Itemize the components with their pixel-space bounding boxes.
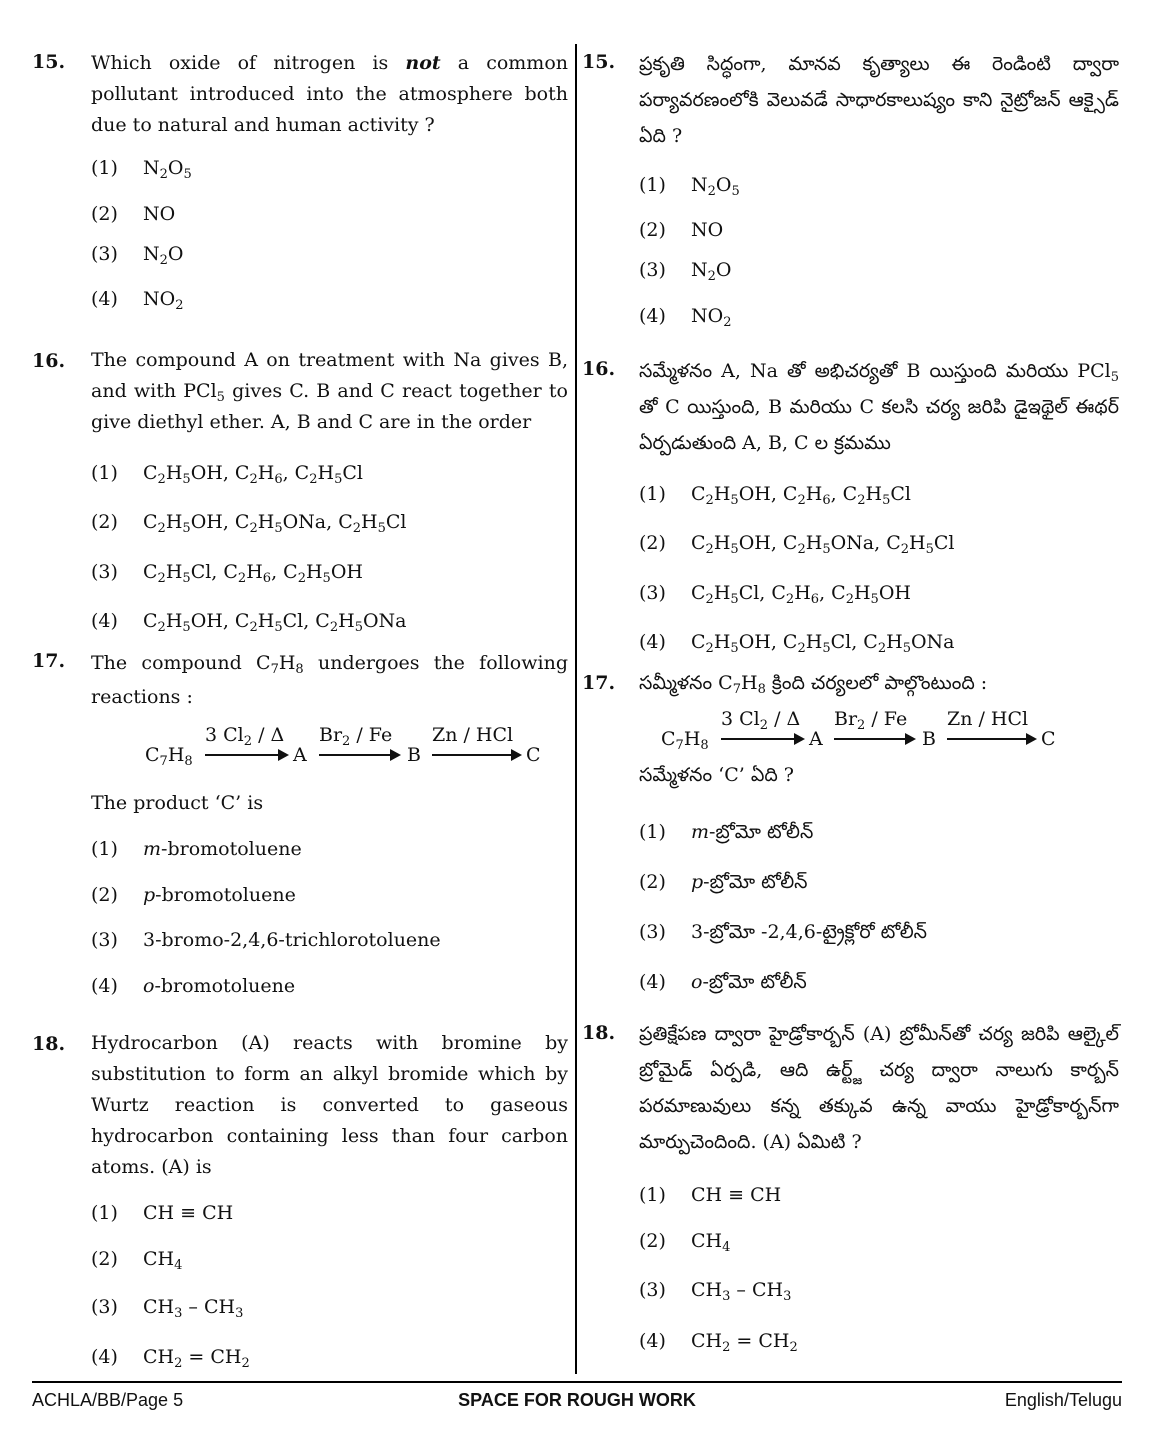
question-text: సమ్మీళనం $C_7H_8$ క్రింది చర్యలలో పాల్గొంటుంది : bbox=[639, 672, 988, 697]
question-text: The compound A on treatment with Na gives B, and with PCl$_5$ gives C. B and C react together to give diethyl ether. A, B and C are in the order bbox=[91, 349, 568, 433]
option-2: (2) $C_2H_5OH$, $C_2H_5ONa$, $C_2H_5Cl$ bbox=[91, 511, 407, 536]
option-4: (4) $CH_2 = CH_2$ bbox=[639, 1330, 798, 1355]
option-4: (4) $C_2H_5OH$, $C_2H_5Cl$, $C_2H_5ONa$ bbox=[91, 610, 407, 635]
footer-rule bbox=[32, 1381, 1122, 1383]
option-2: (2) NO bbox=[639, 219, 724, 241]
option-1: (1) m-బ్రోమో టోలీన్ bbox=[639, 821, 814, 843]
question-number: 17. bbox=[582, 672, 616, 694]
option-3: (3) 3-bromo-2,4,6-trichlorotoluene bbox=[91, 929, 441, 951]
option-2: (2) $CH_4$ bbox=[639, 1230, 731, 1255]
question-text: ప్రకృతి సిద్ధంగా, మానవ కృత్యాలు ఈ రెండింటి ద్వారా పర్యావరణంలోకి వెలువడే సాధారకాలుష్యం కాని నైట్రోజన్ ఆక్సైడ్ ఏది ? bbox=[639, 53, 1119, 147]
option-3: (3) $N_2O$ bbox=[91, 243, 184, 268]
reagent-2: $Br_2$ / Fe bbox=[319, 724, 393, 749]
option-1: (1) $C_2H_5OH$, $C_2H_6$, $C_2H_5Cl$ bbox=[91, 462, 363, 487]
question-text: సమ్మేళనం A, Na తో అభిచర్యతో B యిస్తుంది మరియు PCl$_5$ తో C యిస్తుంది, B మరియు C కలసి చర్య జరిపి డైఇథైల్ ఈథర్ ఏర్పడుతుంది A, B, C ల క్రమము bbox=[639, 360, 1119, 454]
option-2: (2) p-bromotoluene bbox=[91, 884, 296, 906]
option-1: (1) $N_2O_5$ bbox=[639, 174, 740, 199]
product-prompt: The product ‘C’ is bbox=[91, 792, 264, 814]
option-4: (4) o-బ్రోమో టోలీన్ bbox=[639, 971, 807, 993]
column-divider bbox=[575, 44, 577, 1374]
arrow bbox=[834, 738, 914, 740]
option-4: (4) $C_2H_5OH$, $C_2H_5Cl$, $C_2H_5ONa$ bbox=[639, 631, 955, 656]
question-number: 16. bbox=[32, 350, 66, 372]
arrow bbox=[432, 754, 520, 756]
option-4: (4) o-bromotoluene bbox=[91, 975, 296, 997]
option-4: (4) $CH_2 = CH_2$ bbox=[91, 1346, 250, 1371]
option-1: (1) CH ≡ CH bbox=[639, 1184, 782, 1206]
option-3: (3) 3-బ్రోమో -2,4,6-ట్రైక్లోరో టోలీన్ bbox=[639, 921, 927, 943]
option-1: (1) CH ≡ CH bbox=[91, 1202, 234, 1224]
option-3: (3) $N_2O$ bbox=[639, 259, 732, 284]
rough-work-label: SPACE FOR ROUGH WORK bbox=[458, 1390, 696, 1410]
page-footer bbox=[32, 1390, 1122, 1416]
option-2: (2) $C_2H_5OH$, $C_2H_5ONa$, $C_2H_5Cl$ bbox=[639, 532, 955, 557]
option-1: (1) $N_2O_5$ bbox=[91, 157, 192, 182]
page-id: ACHLA/BB/Page 5 bbox=[32, 1390, 184, 1410]
option-1: (1) m-bromotoluene bbox=[91, 838, 302, 860]
option-4: (4) $NO_2$ bbox=[639, 305, 732, 330]
question-number: 15. bbox=[582, 51, 616, 73]
question-number: 18. bbox=[582, 1022, 616, 1044]
option-3: (3) $C_2H_5Cl$, $C_2H_6$, $C_2H_5OH$ bbox=[639, 582, 911, 607]
reagent-1: 3 $Cl_2$ / Δ bbox=[205, 724, 285, 749]
question-text: The compound $C_7H_8$ undergoes the following reactions : bbox=[91, 652, 568, 708]
reaction-scheme: $C_7H_8$ 3 $Cl_2$ / Δ A $Br_2$ / Fe B Zn / HCl C bbox=[661, 708, 1056, 753]
option-2: (2) NO bbox=[91, 203, 176, 225]
option-3: (3) $CH_3 - CH_3$ bbox=[91, 1296, 244, 1321]
option-2: (2) $CH_4$ bbox=[91, 1248, 183, 1273]
option-4: (4) $NO_2$ bbox=[91, 288, 184, 313]
question-number: 15. bbox=[32, 51, 66, 73]
question-prompt: సమ్మేళనం ‘C’ ఏది ? bbox=[639, 764, 794, 786]
question-text: Which oxide of nitrogen is not a common pollutant introduced into the atmosphere both due to natural and human activity ? bbox=[91, 52, 568, 136]
question-text: Hydrocarbon (A) reacts with bromine by substitution to form an alkyl bromide which by Wurtz reaction is converted to gaseous hydrocarbon containing less than four carbon atoms. (A) is bbox=[91, 1032, 568, 1178]
language-label: English/Telugu bbox=[1004, 1390, 1122, 1410]
option-1: (1) $C_2H_5OH$, $C_2H_6$, $C_2H_5Cl$ bbox=[639, 483, 911, 508]
arrow bbox=[947, 738, 1035, 740]
reaction-scheme: $C_7H_8$ 3 $Cl_2$ / Δ A $Br_2$ / Fe B Zn / HCl C bbox=[145, 724, 541, 769]
question-number: 16. bbox=[582, 358, 616, 380]
option-2: (2) p-బ్రోమో టోలీన్ bbox=[639, 871, 808, 893]
question-number: 17. bbox=[32, 650, 66, 672]
option-3: (3) $C_2H_5Cl$, $C_2H_6$, $C_2H_5OH$ bbox=[91, 561, 363, 586]
question-number: 18. bbox=[32, 1033, 66, 1055]
arrow bbox=[319, 754, 399, 756]
arrow bbox=[721, 738, 803, 740]
option-3: (3) $CH_3 - CH_3$ bbox=[639, 1279, 792, 1304]
arrow bbox=[205, 754, 287, 756]
question-text: ప్రతిక్షేపణ ద్వారా హైడ్రోకార్బన్ (A) బ్రోమీన్‌తో చర్య జరిపి ఆల్కైల్ బ్రోమైడ్ ఏర్పడి, ఆది ఉర్ట్జ్ చర్య ద్వారా నాలుగు కార్బన్ పరమాణువులు కన్న తక్కువ ఉన్న వాయు హైడ్రోకార్బన్‌గా మార్పుచెందింది. (A) ఏమిటి ? bbox=[639, 1023, 1119, 1153]
